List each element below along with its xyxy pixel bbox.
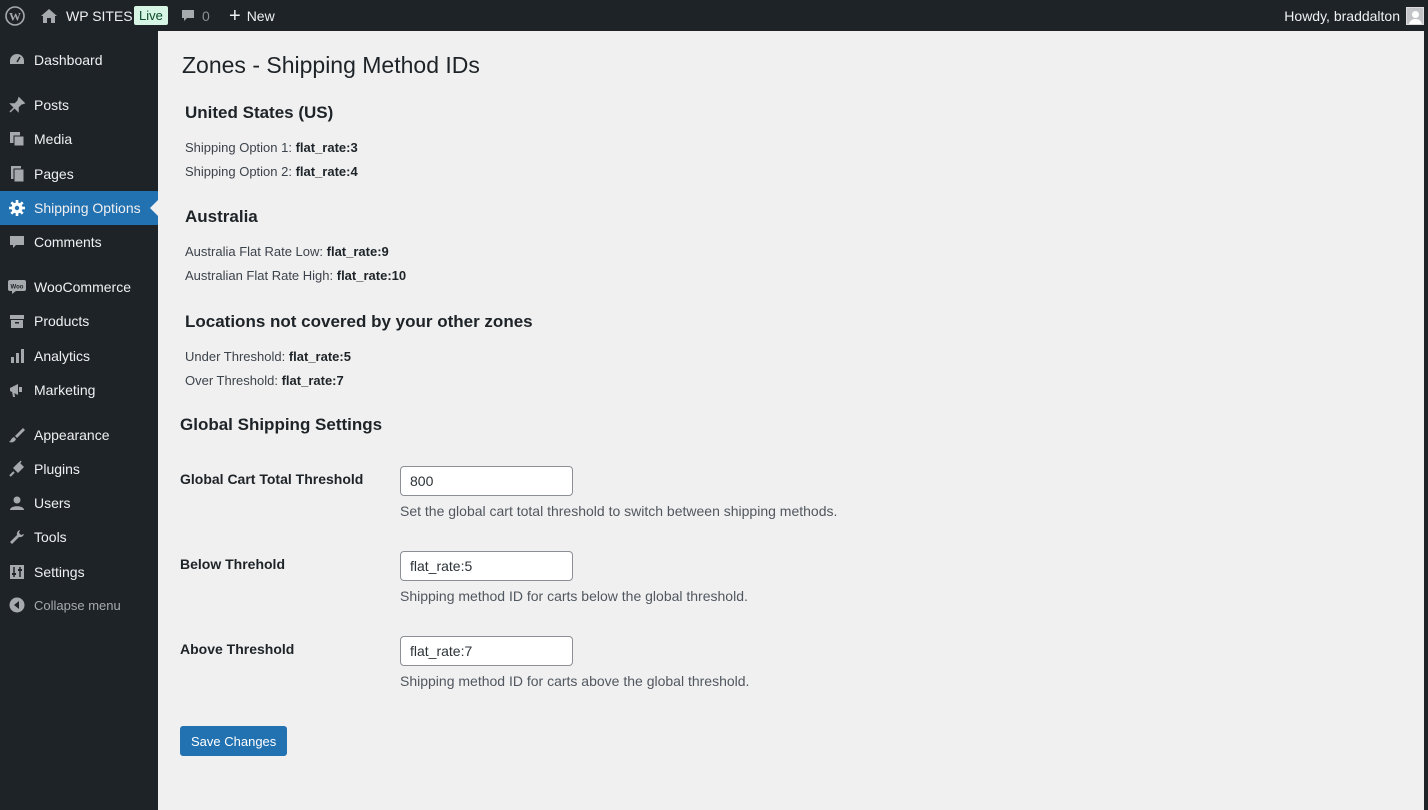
comment-icon	[0, 233, 34, 251]
home-icon[interactable]	[40, 0, 58, 31]
method-label: Over Threshold:	[185, 373, 282, 388]
method-id: flat_rate:5	[288, 349, 351, 364]
collapse-menu-button[interactable]	[0, 588, 158, 622]
main-content	[158, 31, 1424, 810]
settings-heading: Global Shipping Settings	[180, 415, 383, 434]
collapse-icon	[0, 596, 34, 614]
live-badge-text: Live	[134, 6, 168, 25]
below-threshold-input[interactable]	[400, 551, 573, 581]
method-label: Shipping Option 2:	[185, 164, 296, 179]
method-label: Australian Flat Rate High:	[185, 268, 337, 283]
sidebar-item-products[interactable]	[0, 304, 158, 338]
pin-icon	[0, 96, 34, 114]
svg-text:W: W	[9, 9, 21, 23]
zone-heading: Locations not covered by your other zones	[185, 312, 533, 331]
sidebar-item-posts[interactable]	[0, 88, 158, 122]
sidebar-item-label: Dashboard	[34, 52, 103, 68]
threshold-description: Set the global cart total threshold to switch between shipping methods.	[400, 503, 838, 519]
sidebar-item-label: Marketing	[34, 382, 96, 398]
gear-icon	[0, 199, 34, 217]
live-badge	[134, 0, 168, 31]
comment-bubble-icon	[180, 8, 196, 24]
sidebar-item-label: Pages	[34, 166, 74, 182]
sidebar-item-comments[interactable]	[0, 225, 158, 259]
avatar	[1406, 7, 1424, 25]
sidebar-item-analytics[interactable]	[0, 339, 158, 373]
user-icon	[0, 494, 34, 512]
method-id: flat_rate:4	[295, 164, 358, 179]
sidebar-item-shipping-options[interactable]	[0, 191, 158, 225]
method-label: Shipping Option 1:	[185, 140, 296, 155]
sidebar-item-label: Appearance	[34, 427, 110, 443]
sidebar-item-plugins[interactable]	[0, 452, 158, 486]
sidebar-item-woocommerce[interactable]	[0, 270, 158, 304]
zone-method-line	[185, 349, 351, 364]
above-threshold-label: Above Threshold	[180, 641, 295, 657]
brush-icon	[0, 426, 34, 444]
svg-text:Woo: Woo	[10, 284, 24, 291]
sidebar-item-label: Settings	[34, 564, 85, 580]
method-id: flat_rate:7	[281, 373, 344, 388]
threshold-input[interactable]	[400, 466, 573, 496]
method-id: flat_rate:9	[326, 244, 389, 259]
zone-method-line	[185, 268, 406, 283]
megaphone-icon	[0, 381, 34, 399]
sidebar-item-label: Collapse menu	[34, 597, 121, 613]
sidebar-item-label: WooCommerce	[34, 279, 131, 295]
sidebar-item-pages[interactable]	[0, 157, 158, 191]
dashboard-icon	[0, 51, 34, 69]
zone-method-line	[185, 373, 344, 388]
woo-icon	[0, 279, 34, 295]
bar-chart-icon	[0, 347, 34, 365]
zone-method-line	[185, 244, 389, 259]
sidebar-item-label: Plugins	[34, 461, 80, 477]
pages-icon	[0, 165, 34, 183]
page-title: Zones - Shipping Method IDs	[182, 52, 480, 78]
comments-count: 0	[202, 7, 210, 24]
below-threshold-label: Below Threhold	[180, 556, 285, 572]
howdy-text: Howdy, braddalton	[1284, 7, 1400, 24]
admin-bar	[0, 0, 1428, 31]
sidebar-item-users[interactable]	[0, 486, 158, 520]
method-label: Australia Flat Rate Low:	[185, 244, 327, 259]
wrench-icon	[0, 528, 34, 546]
method-id: flat_rate:3	[295, 140, 358, 155]
zone-heading: Australia	[185, 207, 258, 226]
sidebar-item-settings[interactable]	[0, 555, 158, 589]
sidebar-item-label: Users	[34, 495, 71, 511]
plug-icon	[0, 460, 34, 478]
media-icon	[0, 130, 34, 148]
sidebar-item-label: Tools	[34, 529, 67, 545]
site-name-link[interactable]: WP SITES	[66, 7, 133, 24]
sidebar-item-label: Posts	[34, 97, 70, 113]
new-content-link[interactable]	[229, 0, 275, 31]
sidebar-item-label: Products	[34, 313, 90, 329]
zone-heading: United States (US)	[185, 103, 334, 122]
sidebar-item-label: Comments	[34, 234, 102, 250]
sidebar-item-appearance[interactable]	[0, 418, 158, 452]
above-threshold-description: Shipping method ID for carts above the global threshold.	[400, 673, 750, 689]
window-edge	[1424, 31, 1428, 810]
new-label: New	[246, 7, 275, 24]
save-changes-button[interactable]: Save Changes	[180, 726, 287, 756]
sidebar-item-dashboard[interactable]	[0, 43, 158, 77]
sidebar-item-media[interactable]	[0, 122, 158, 156]
archive-icon	[0, 312, 34, 330]
sidebar-item-tools[interactable]	[0, 520, 158, 554]
sidebar-item-label: Shipping Options	[34, 200, 141, 216]
below-threshold-description: Shipping method ID for carts below the global threshold.	[400, 588, 748, 604]
zone-method-line	[185, 164, 358, 179]
sidebar-item-label: Media	[34, 131, 73, 147]
sliders-icon	[0, 563, 34, 581]
zone-method-line	[185, 140, 358, 155]
method-id: flat_rate:10	[336, 268, 407, 283]
account-menu[interactable]	[1284, 0, 1424, 31]
threshold-label: Global Cart Total Threshold	[180, 471, 364, 487]
wordpress-logo-icon[interactable]	[5, 0, 27, 31]
sidebar-item-label: Analytics	[34, 348, 91, 364]
above-threshold-input[interactable]	[400, 636, 573, 666]
sidebar-item-marketing[interactable]	[0, 373, 158, 407]
admin-sidebar	[0, 31, 158, 810]
plus-icon: +	[229, 4, 241, 27]
method-label: Under Threshold:	[185, 349, 289, 364]
comments-link[interactable]	[180, 0, 210, 31]
